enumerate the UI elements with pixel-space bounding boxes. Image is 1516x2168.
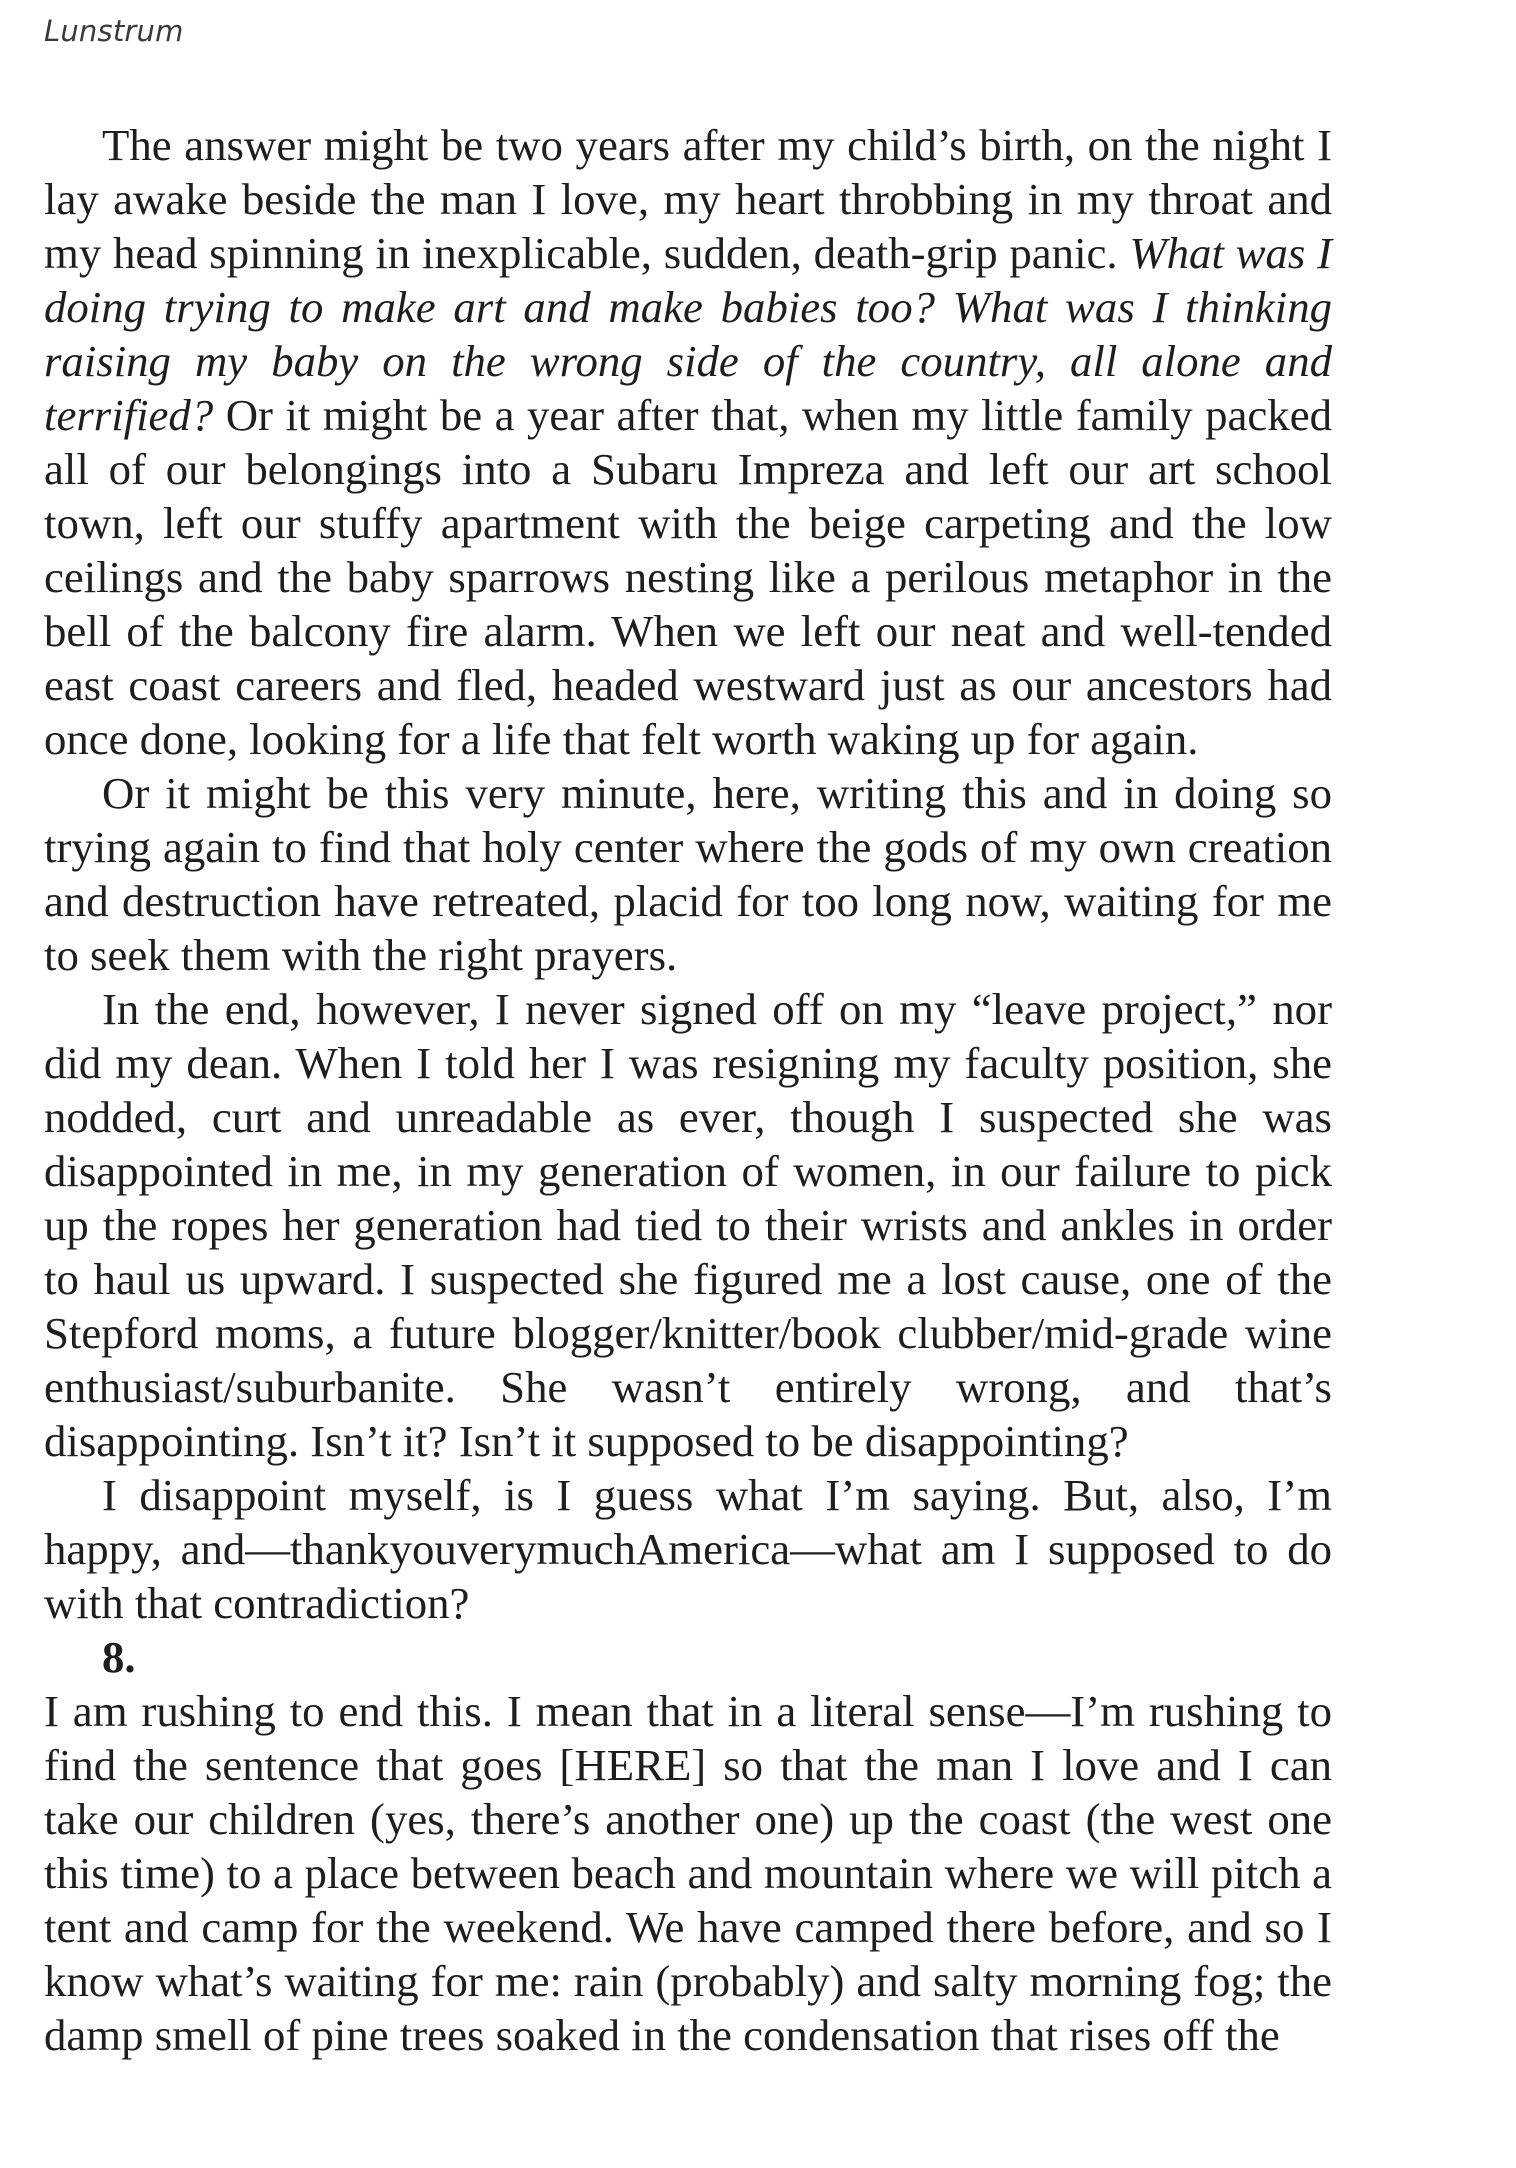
paragraph-3: In the end, however, I never signed off on my “leave project,” nor did my dean. When I told her I was resigning my faculty position, she nodded, curt and unreadable as ever, though I suspected she was disappointed in me, in my generation of women, in our failure to pick up the ropes her generation had tied to their wrists and ankles in order to haul us upward. I suspected she figured me a lost cause, one of the Stepford moms, a future blogger/knitter/book clubber/mid-grade wine enthusiast/suburbanite. She wasn’t entirely wrong, and that’s disappointing. Isn’t it? Isn’t it supposed to be disappointing? xyxy=(44,984,1332,1466)
paragraph-1 xyxy=(44,118,1332,766)
paragraph-4: I disappoint myself, is I guess what I’m saying. But, also, I’m happy, and—thankyouverymuchAmerica—what am I supposed to do with that contradiction? xyxy=(44,1470,1332,1628)
body-text xyxy=(44,118,1332,2062)
paragraph-1-italic-text: What was I doing trying to make art and make babies too? What was I thinking raising my baby on the wrong side of the country, all alone and terrified? xyxy=(44,228,1332,440)
section-paragraph: I am rushing to end this. I mean that in a literal sense—I’m rushing to find the sentence that goes [HERE] so that the man I love and I can take our children (yes, there’s another one) up the coast (the west one this time) to a place between beach and mountain where we will pitch a tent and camp for the weekend. We have camped there before, and so I know what’s waiting for me: rain (probably) and salty morning fog; the damp smell of pine trees soaked in the condensation that rises off the xyxy=(44,1686,1332,2060)
paragraph-1-text: The answer might be two years after my child’s birth, on the night I lay awake beside the man I love, my heart throbbing in my throat and my head spinning in inexplicable, sudden, death-grip panic. xyxy=(44,120,1332,278)
paragraph-1-text-continued: Or it might be a year after that, when my little family packed all of our belongings into a Subaru Impreza and left our art school town, left our stuffy apartment with the beige carpeting and the low ceilings and the baby sparrows nesting like a perilous metaphor in the bell of the balcony fire alarm. When we left our neat and well-tended east coast careers and fled, headed westward just as our ancestors had once done, looking for a life that felt worth waking up for again. xyxy=(44,390,1332,764)
paragraph-2: Or it might be this very minute, here, writing this and in doing so trying again to find that holy center where the gods of my own creation and destruction have retreated, placid for too long now, waiting for me to seek them with the right prayers. xyxy=(44,768,1332,980)
section-number: 8. xyxy=(102,1632,136,1682)
running-head: Lunstrum xyxy=(44,14,184,48)
